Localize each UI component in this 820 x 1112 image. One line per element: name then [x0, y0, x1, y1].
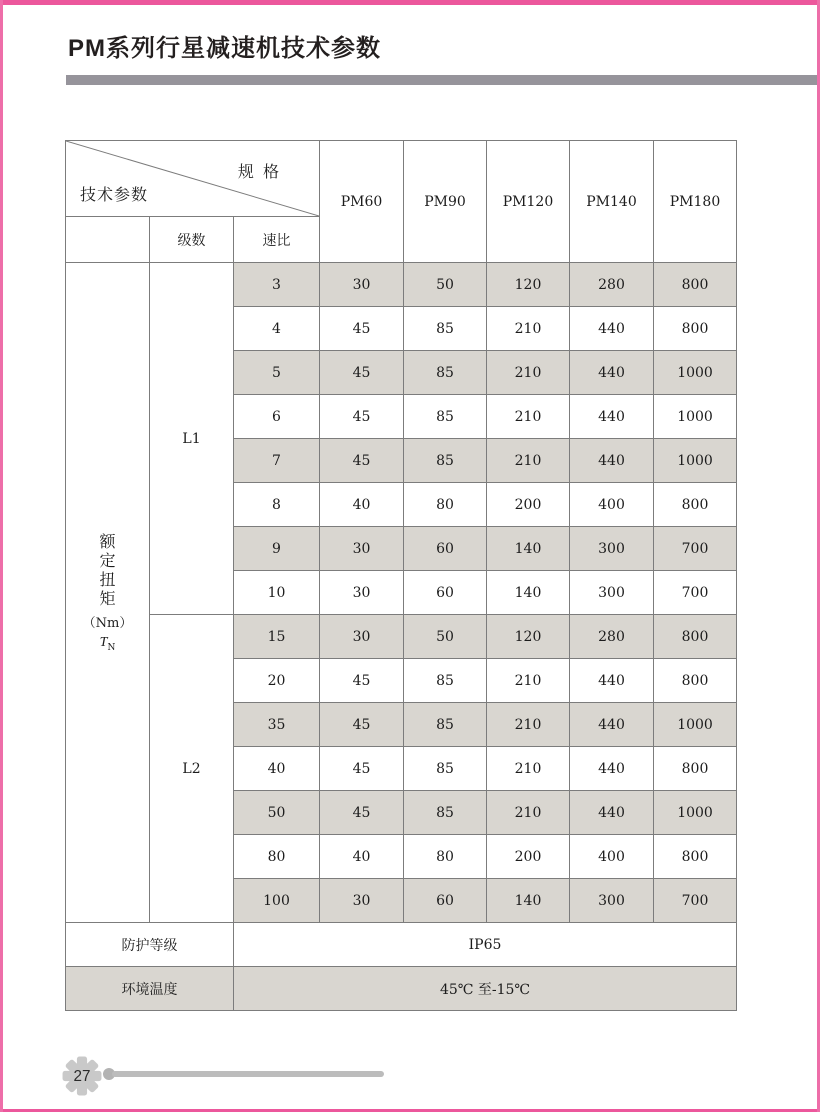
torque-value-pm90: 85: [404, 439, 487, 483]
table-row-ratio-15: [66, 615, 737, 659]
torque-value-pm60: 30: [320, 879, 404, 923]
torque-value-pm90: 85: [404, 395, 487, 439]
torque-value-pm60: 45: [320, 747, 404, 791]
ratio-cell: 9: [234, 527, 320, 571]
page-number-gear-icon: [60, 1054, 104, 1098]
torque-value-pm90: 80: [404, 483, 487, 527]
torque-value-pm90: 85: [404, 791, 487, 835]
ratio-cell: 4: [234, 307, 320, 351]
col-header-pm120: PM120: [487, 141, 570, 263]
page-frame-top: [0, 0, 820, 5]
torque-value-pm90: 85: [404, 351, 487, 395]
ratio-cell: 80: [234, 835, 320, 879]
empty-header-cell: [66, 217, 150, 263]
protection-grade-row: [66, 923, 737, 967]
torque-value-pm180: 800: [654, 747, 737, 791]
torque-value-pm140: 400: [570, 835, 654, 879]
torque-value-pm140: 280: [570, 615, 654, 659]
page-frame-left: [0, 0, 3, 1112]
torque-value-pm180: 1000: [654, 703, 737, 747]
spec-table: [65, 140, 737, 1011]
col-header-pm60: PM60: [320, 141, 404, 263]
torque-value-pm180: 800: [654, 307, 737, 351]
torque-value-pm120: 210: [487, 439, 570, 483]
ratio-cell: 7: [234, 439, 320, 483]
torque-value-pm140: 300: [570, 527, 654, 571]
header-row-1: [66, 141, 737, 217]
protection-grade-label: 防护等级: [66, 923, 234, 967]
torque-value-pm60: 45: [320, 351, 404, 395]
torque-value-pm180: 800: [654, 615, 737, 659]
torque-value-pm120: 140: [487, 571, 570, 615]
ratio-cell: 5: [234, 351, 320, 395]
torque-value-pm90: 60: [404, 527, 487, 571]
torque-value-pm60: 30: [320, 615, 404, 659]
torque-value-pm90: 85: [404, 307, 487, 351]
torque-value-pm60: 40: [320, 483, 404, 527]
table-row-ratio-3: [66, 263, 737, 307]
table-head-rows: [66, 141, 737, 263]
row-group-label-rated-torque: [66, 263, 150, 923]
torque-value-pm90: 85: [404, 659, 487, 703]
torque-symbol: $T_N$: [99, 635, 116, 653]
table-foot-rows: [66, 923, 737, 1011]
torque-value-pm120: 210: [487, 659, 570, 703]
ratio-cell: 6: [234, 395, 320, 439]
ratio-cell: 50: [234, 791, 320, 835]
torque-value-pm140: 280: [570, 263, 654, 307]
torque-value-pm120: 210: [487, 307, 570, 351]
torque-value-pm60: 45: [320, 659, 404, 703]
ambient-temperature-value: 45℃ 至-15℃: [234, 967, 737, 1011]
torque-value-pm140: 440: [570, 659, 654, 703]
torque-value-pm120: 120: [487, 263, 570, 307]
torque-value-pm140: 440: [570, 307, 654, 351]
torque-value-pm60: 45: [320, 307, 404, 351]
torque-value-pm60: 45: [320, 395, 404, 439]
page-title: PM系列行星减速机技术参数: [68, 35, 381, 62]
torque-value-pm180: 800: [654, 483, 737, 527]
torque-value-pm120: 200: [487, 835, 570, 879]
torque-value-pm180: 700: [654, 527, 737, 571]
stage-cell-L1: L1: [150, 263, 234, 615]
torque-value-pm180: 1000: [654, 395, 737, 439]
torque-value-pm90: 85: [404, 747, 487, 791]
title-underline-bar: [66, 75, 817, 85]
torque-value-pm120: 210: [487, 395, 570, 439]
torque-value-pm60: 30: [320, 263, 404, 307]
torque-value-pm120: 210: [487, 747, 570, 791]
torque-value-pm140: 440: [570, 703, 654, 747]
torque-value-pm180: 800: [654, 263, 737, 307]
torque-value-pm60: 30: [320, 571, 404, 615]
torque-value-pm140: 440: [570, 439, 654, 483]
torque-value-pm90: 60: [404, 571, 487, 615]
torque-value-pm90: 80: [404, 835, 487, 879]
torque-value-pm90: 50: [404, 263, 487, 307]
torque-value-pm120: 210: [487, 703, 570, 747]
torque-value-pm90: 50: [404, 615, 487, 659]
footer-rule-line: [112, 1071, 384, 1077]
ratio-cell: 15: [234, 615, 320, 659]
corner-label-params: 技术参数: [80, 185, 149, 204]
col-header-pm140: PM140: [570, 141, 654, 263]
col-header-pm90: PM90: [404, 141, 487, 263]
ratio-cell: 35: [234, 703, 320, 747]
diagonal-header-cell: [66, 141, 320, 217]
rated-torque-label: 额 定 扭 矩 （Nm） $T_N$: [82, 532, 133, 653]
subheader-ratio: 速比: [234, 217, 320, 263]
subheader-stage: 级数: [150, 217, 234, 263]
torque-value-pm60: 30: [320, 527, 404, 571]
torque-value-pm180: 700: [654, 879, 737, 923]
torque-value-pm140: 440: [570, 791, 654, 835]
torque-value-pm60: 45: [320, 703, 404, 747]
torque-value-pm60: 45: [320, 791, 404, 835]
torque-value-pm180: 800: [654, 659, 737, 703]
torque-value-pm140: 440: [570, 395, 654, 439]
torque-value-pm120: 140: [487, 527, 570, 571]
stage-cell-L2: L2: [150, 615, 234, 923]
torque-value-pm120: 120: [487, 615, 570, 659]
torque-value-pm140: 400: [570, 483, 654, 527]
torque-value-pm180: 1000: [654, 791, 737, 835]
protection-grade-value: IP65: [234, 923, 737, 967]
ratio-cell: 100: [234, 879, 320, 923]
torque-value-pm180: 700: [654, 571, 737, 615]
torque-value-pm140: 440: [570, 747, 654, 791]
torque-value-pm120: 200: [487, 483, 570, 527]
torque-value-pm140: 440: [570, 351, 654, 395]
torque-unit: （Nm）: [82, 616, 133, 632]
ratio-cell: 3: [234, 263, 320, 307]
torque-value-pm140: 300: [570, 571, 654, 615]
torque-value-pm180: 1000: [654, 351, 737, 395]
ratio-cell: 40: [234, 747, 320, 791]
ratio-cell: 20: [234, 659, 320, 703]
torque-value-pm180: 800: [654, 835, 737, 879]
torque-value-pm60: 40: [320, 835, 404, 879]
torque-value-pm140: 300: [570, 879, 654, 923]
torque-value-pm120: 140: [487, 879, 570, 923]
corner-label-spec: 规 格: [237, 162, 282, 181]
torque-value-pm60: 45: [320, 439, 404, 483]
ambient-temperature-label: 环境温度: [66, 967, 234, 1011]
ambient-temperature-row: [66, 967, 737, 1011]
ratio-cell: 8: [234, 483, 320, 527]
table-body: [66, 263, 737, 923]
col-header-pm180: PM180: [654, 141, 737, 263]
torque-value-pm180: 1000: [654, 439, 737, 483]
torque-value-pm90: 85: [404, 703, 487, 747]
torque-value-pm120: 210: [487, 351, 570, 395]
page-number: 27: [73, 1068, 91, 1086]
torque-value-pm120: 210: [487, 791, 570, 835]
torque-value-pm90: 60: [404, 879, 487, 923]
ratio-cell: 10: [234, 571, 320, 615]
